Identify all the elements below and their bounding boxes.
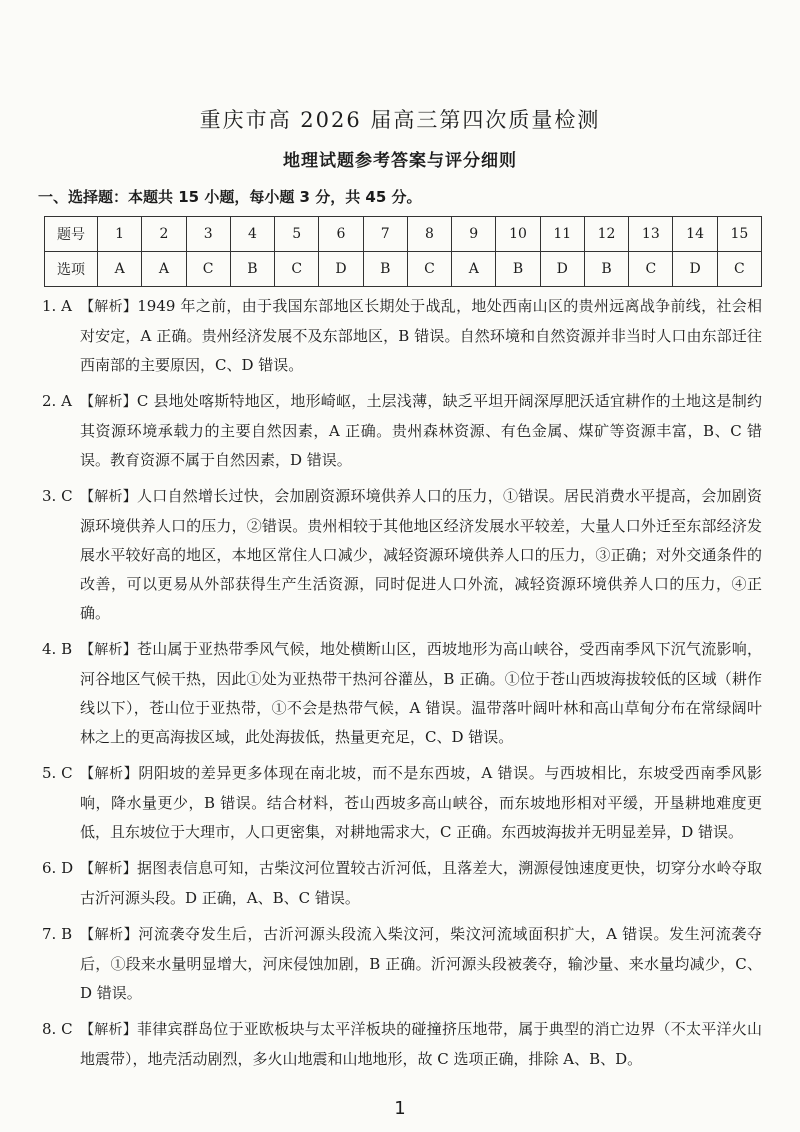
answer-option: B (230, 252, 274, 287)
question-number: 8 (407, 217, 451, 252)
answer-option-row (45, 252, 762, 287)
explanation-item (42, 759, 762, 847)
answer-option: C (717, 252, 761, 287)
item-number: 1. A (42, 297, 72, 315)
answer-option: C (275, 252, 319, 287)
explanation-item (42, 920, 762, 1008)
item-body (42, 759, 762, 847)
item-body (42, 482, 762, 628)
item-text: 1949 年之前，由于我国东部地区长期处于战乱，地处西南山区的贵州远离战争前线，社会相对安定，A 正确。贵州经济发展不及东部地区，B 错误。自然环境和自然资源并非当时人口由东部迁往西南部的主要原因，C、D 错误。 (80, 297, 763, 374)
question-number: 11 (540, 217, 584, 252)
analysis-tag: 【解析】 (80, 927, 139, 943)
explanation-item (42, 854, 762, 913)
page-number: 1 (394, 1098, 406, 1119)
question-number: 14 (673, 217, 717, 252)
item-number: 3. C (42, 487, 73, 505)
question-number: 12 (584, 217, 628, 252)
section-heading: 一、选择题：本题共 15 小题，每小题 3 分，共 45 分。 (38, 188, 422, 206)
answer-option: A (98, 252, 142, 287)
item-text: 人口自然增长过快，会加剧资源环境供养人口的压力，①错误。居民消费水平提高，会加剧资源环境供养人口的压力，②错误。贵州相较于其他地区经济发展水平较差，大量人口外迁至东部经济发展水平较好高的地区，本地区常住人口减少，减轻资源环境供养人口的压力，③正确；对外交通条件的改善，可以更易从外部获得生产生活资源，同时促进人口外流，减轻资源环境供养人口的压力，④正确。 (80, 487, 762, 622)
answer-option: D (540, 252, 584, 287)
explanations-list (42, 292, 762, 1081)
item-body (42, 854, 762, 913)
item-number: 4. B (42, 640, 73, 658)
answer-option: D (319, 252, 363, 287)
item-body (42, 387, 762, 475)
analysis-tag: 【解析】 (80, 299, 138, 315)
answer-option: C (629, 252, 673, 287)
item-text: 河流袭夺发生后，古沂河源头段流入柴汶河，柴汶河流域面积扩大，A 错误。发生河流袭夺后，①段来水量明显增大，河床侵蚀加剧，B 正确。沂河源头段被袭夺，输沙量、来水量均减少，C、D 错误。 (80, 925, 763, 1002)
analysis-tag: 【解析】 (80, 1022, 137, 1038)
item-number: 6. D (42, 859, 74, 877)
answer-option: C (186, 252, 230, 287)
exam-title: 重庆市高 2026 届高三第四次质量检测 (199, 108, 601, 132)
item-number: 7. B (42, 925, 73, 943)
analysis-tag: 【解析】 (80, 766, 139, 782)
question-number: 15 (717, 217, 761, 252)
item-body (42, 1015, 762, 1074)
explanation-item (42, 482, 762, 628)
explanation-item (42, 635, 762, 752)
analysis-tag: 【解析】 (80, 489, 137, 505)
question-number: 10 (496, 217, 540, 252)
answer-option: A (452, 252, 496, 287)
item-number: 5. C (42, 764, 73, 782)
answer-option: B (584, 252, 628, 287)
answer-option: B (496, 252, 540, 287)
question-number: 9 (452, 217, 496, 252)
question-number: 1 (98, 217, 142, 252)
item-body (42, 292, 762, 380)
analysis-tag: 【解析】 (80, 861, 137, 877)
explanation-item (42, 292, 762, 380)
item-number: 2. A (42, 392, 72, 410)
item-text: 苍山属于亚热带季风气候，地处横断山区，西坡地形为高山峡谷，受西南季风下沉气流影响，河谷地区气候干热，因此①处为亚热带干热河谷灌丛，B 正确。①位于苍山西坡海拔较低的区域（耕作线以下），苍山位于亚热带，①不会是热带气候，A 错误。温带落叶阔叶林和高山草甸分布在常绿阔叶林之上的更高海拔区域，此处海拔低，热量更充足，C、D 错误。 (80, 640, 762, 746)
item-text: 阴阳坡的差异更多体现在南北坡，而不是东西坡，A 错误。与西坡相比，东坡受西南季风影响，降水量更少，B 错误。结合材料，苍山西坡多高山峡谷，而东坡地形相对平缓，开垦耕地难度更低，且东坡位于大理市，人口更密集，对耕地需求大，C 正确。东西坡海拔并无明显差异，D 错误。 (80, 764, 763, 841)
explanation-item (42, 387, 762, 475)
row-header-answer: 选项 (45, 252, 98, 287)
answer-option: B (363, 252, 407, 287)
question-number: 6 (319, 217, 363, 252)
answer-option: A (142, 252, 186, 287)
question-number: 13 (629, 217, 673, 252)
analysis-tag: 【解析】 (80, 642, 137, 658)
question-number-row (45, 217, 762, 252)
item-text: 据图表信息可知，古柴汶河位置较古沂河低，且落差大，溯源侵蚀速度更快，切穿分水岭夺取古沂河源头段。D 正确，A、B、C 错误。 (80, 859, 762, 907)
answer-option: C (407, 252, 451, 287)
item-text: C 县地处喀斯特地区，地形崎岖，土层浅薄，缺乏平坦开阔深厚肥沃适宜耕作的土地这是制约其资源环境承载力的主要自然因素，A 正确。贵州森林资源、有色金属、煤矿等资源丰富，B、C 错误。教育资源不属于自然因素，D 错误。 (80, 392, 763, 469)
answer-key-subtitle: 地理试题参考答案与评分细则 (283, 151, 517, 171)
question-number: 5 (275, 217, 319, 252)
item-body (42, 920, 762, 1008)
item-text: 菲律宾群岛位于亚欧板块与太平洋板块的碰撞挤压地带，属于典型的消亡边界（不太平洋火山地震带），地壳活动剧烈，多火山地震和山地地形，故 C 选项正确，排除 A、B、D。 (80, 1020, 762, 1068)
question-number: 2 (142, 217, 186, 252)
answer-table (44, 216, 762, 287)
question-number: 4 (230, 217, 274, 252)
answer-option: D (673, 252, 717, 287)
item-body (42, 635, 762, 752)
question-number: 3 (186, 217, 230, 252)
row-header-number: 题号 (45, 217, 98, 252)
explanation-item (42, 1015, 762, 1074)
analysis-tag: 【解析】 (80, 394, 137, 410)
item-number: 8. C (42, 1020, 73, 1038)
question-number: 7 (363, 217, 407, 252)
